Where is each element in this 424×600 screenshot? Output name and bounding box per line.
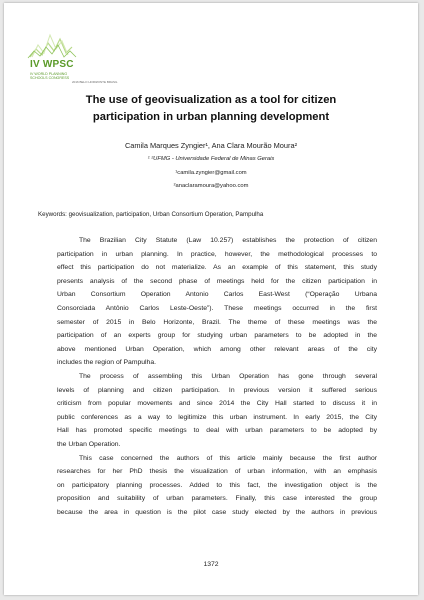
author-email: ²anaclaramoura@yahoo.com [173,183,249,189]
author-list: Camila Marques Zyngier¹, Ana Clara Mourão Moura² [124,141,298,150]
text-line: public conferences as a way to legitimize this urban instrument. In early 2015, the City [57,413,377,421]
text-line: above mentioned Urban Operation, which among other relevant areas of the city [57,345,377,353]
city-silhouette-icon [24,21,124,61]
author-email: ¹camila.zyngier@gmail.com [175,170,247,176]
document-page [4,3,418,595]
affiliation: ¹ ²UFMG - Universidade Federal de Minas Gerais [147,156,275,162]
paragraph [57,234,377,370]
text-line: effect this participation do not materialize. As an example of this statement, this study [57,264,377,272]
text-line: presents analysis of the second phase of meetings held for the citizen participation in [57,277,377,285]
text-line: on participatory planning processes. Added to this fact, the investigation object is the [57,481,377,489]
keywords: Keywords: geovisualization, participation, Urban Consortium Operation, Pampulha [38,211,264,218]
logo-tagline: 2016 BELO HORIZONTE BRASIL [72,80,118,84]
text-line: The process of assembling this Urban Operation has gone through several [79,372,377,380]
text-line: Hall has promoted specific meetings to deal with urban parameters to be adopted by [57,427,377,435]
text-line: because the area in question is the pilot case study elected by the authors in previous [57,508,377,516]
logo-subtitle: IV WORLD PLANNING SCHOOLS CONGRESS [30,72,70,80]
logo-name: IV WPSC [30,59,74,70]
text-line: proposition and suitability of urban parameters. Finally, this case interested the group [57,495,377,503]
title-line: participation in urban planning development [92,111,330,123]
paragraph [57,370,377,452]
paragraph [57,452,377,520]
text-line: participation in urban planning. In practice, however, the methodological processes to [57,250,377,258]
text-line: The Brazilian City Statute (Law 10.257) establishes the protection of citizen [79,237,377,244]
text-line: levels of planning and citizen participation. In previous version it suffered serious [57,386,377,394]
text-line: This case concerned the authors of this article mainly because the first author [79,454,377,462]
text-line: includes the region of Pampulha. [57,359,156,367]
text-line: Consorciada Antônio Carlos Leste-Oeste”). These meetings occurred in the first [57,304,377,312]
paper-title [34,92,388,126]
text-line: the Urban Operation. [57,440,121,448]
text-line: researches for her PhD thesis the visualization of urban information, with an emphasis [57,468,377,476]
page-number: 1372 [203,561,219,568]
text-line: Urban Consortium Operation Antonio Carlos East-West (“Operação Urbana [57,291,377,299]
title-line: The use of geovisualization as a tool for citizen [85,94,337,106]
text-line: criticism from popular movements and since 2014 the City Hall started to discuss it in [57,400,377,408]
text-line: semester of 2015 in Belo Horizonte, Brazil. The theme of these meetings was the [57,318,377,326]
paper-body [57,234,377,519]
text-line: participation of an experts group for studying urban parameters to be adopted in the [57,332,377,340]
congress-logo [24,21,124,89]
